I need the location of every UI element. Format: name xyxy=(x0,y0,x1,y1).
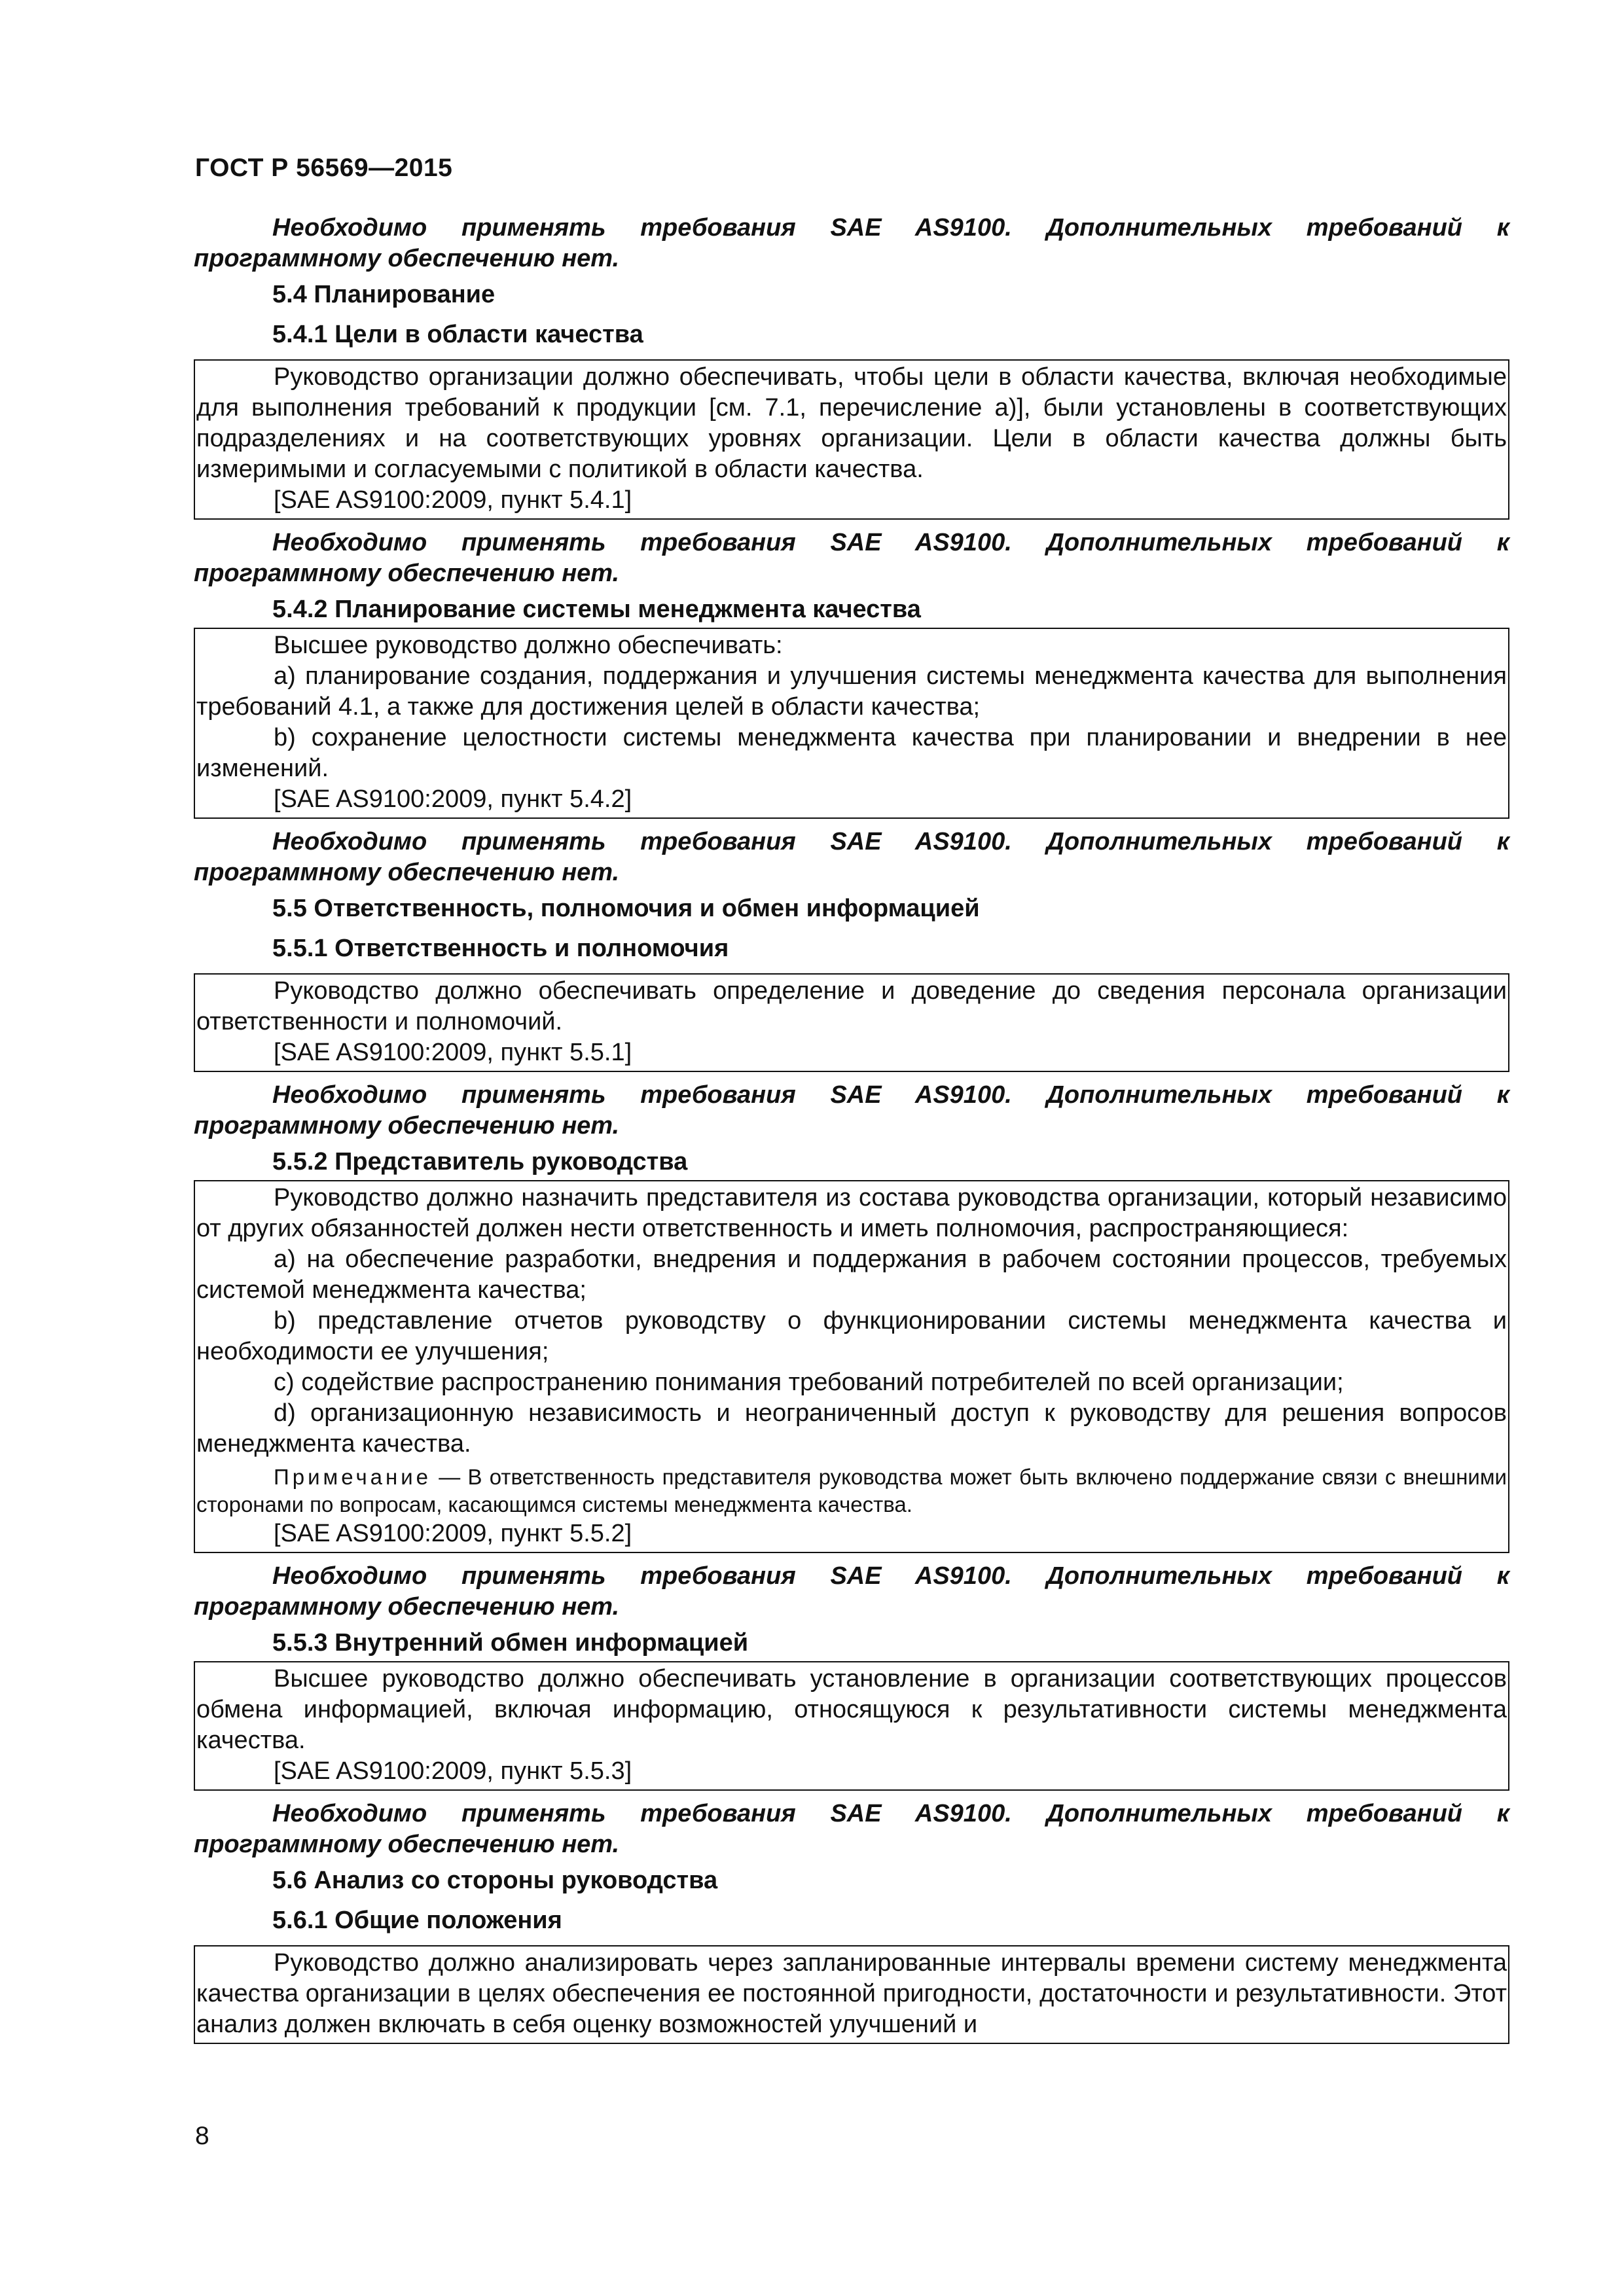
box-list-item: а) на обеспечение разработки, внедрения и поддержания в рабочем состоянии процессов, требуемых системой менеджмента качества; xyxy=(196,1246,1507,1304)
box-paragraph: Руководство должно анализировать через запланированные интервалы времени систему менеджмента качества организации в целях обеспечения ее постоянной пригодности, достаточности и результативности. Этот анализ должен включать в себя оценку возможностей улучшений и xyxy=(196,1949,1507,2038)
requirement-note: Необходимо применять требования SAE AS9100. Дополнительных требований к программному обеспечению нет. xyxy=(194,828,1509,886)
box-reference: [SAE AS9100:2009, пункт 5.5.2] xyxy=(274,1520,632,1547)
requirement-note: Необходимо применять требования SAE AS9100. Дополнительных требований к программному обеспечению нет. xyxy=(194,1800,1509,1858)
section-heading: 5.6 Анализ со стороны руководства xyxy=(272,1867,718,1894)
box-paragraph: Высшее руководство должно обеспечивать установление в организации соответствующих процессов обмена информацией, включая информацию, относящуюся к результативности системы менеджмента качества. xyxy=(196,1665,1507,1754)
section-heading: 5.5.1 Ответственность и полномочия xyxy=(272,935,729,962)
section-heading: 5.4 Планирование xyxy=(272,281,496,308)
box-note xyxy=(196,1463,1507,1518)
requirement-note: Необходимо применять требования SAE AS9100. Дополнительных требований к программному обеспечению нет. xyxy=(194,1562,1509,1621)
box-reference: [SAE AS9100:2009, пункт 5.4.2] xyxy=(274,785,632,813)
requirement-note: Необходимо применять требования SAE AS9100. Дополнительных требований к программному обеспечению нет. xyxy=(194,1081,1509,1139)
box-reference: [SAE AS9100:2009, пункт 5.5.3] xyxy=(274,1757,632,1785)
page-number: 8 xyxy=(195,2122,209,2150)
section-heading: 5.6.1 Общие положения xyxy=(272,1907,562,1934)
quoted-requirement-box xyxy=(194,1180,1509,1553)
section-heading: 5.5 Ответственность, полномочия и обмен информацией xyxy=(272,895,980,922)
box-list-item: d) организационную независимость и неограниченный доступ к руководству для решения вопросов менеджмента качества. xyxy=(196,1399,1507,1458)
document-header: ГОСТ Р 56569—2015 xyxy=(195,154,453,182)
quoted-requirement-box xyxy=(194,359,1509,520)
box-reference: [SAE AS9100:2009, пункт 5.4.1] xyxy=(274,486,632,514)
box-paragraph: Высшее руководство должно обеспечивать: xyxy=(274,632,783,659)
quoted-requirement-box xyxy=(194,1661,1509,1791)
box-paragraph: Руководство организации должно обеспечивать, чтобы цели в области качества, включая необходимые для выполнения требований к продукции [см. 7.1, перечисление а)], были установлены в соответствующих подразделениях и на соответствующих уровнях организации. Цели в области качества должны быть измеримыми и согласуемыми с политикой в области качества. xyxy=(196,363,1507,483)
section-heading: 5.5.2 Представитель руководства xyxy=(272,1148,688,1175)
section-heading: 5.4.2 Планирование системы менеджмента качества xyxy=(272,596,921,623)
note-body: — В ответственность представителя руководства может быть включено поддержание связи с внешними сторонами по вопросам, касающимся системы менеджмента качества. xyxy=(196,1465,1507,1516)
box-reference: [SAE AS9100:2009, пункт 5.5.1] xyxy=(274,1039,632,1066)
section-heading: 5.5.3 Внутренний обмен информацией xyxy=(272,1629,749,1657)
box-list-item: с) содействие распространению понимания требований потребителей по всей организации; xyxy=(274,1369,1344,1396)
box-list-item: b) сохранение целостности системы менеджмента качества при планировании и внедрении в нее изменений. xyxy=(196,724,1507,782)
section-heading: 5.4.1 Цели в области качества xyxy=(272,321,643,348)
box-paragraph: Руководство должно обеспечивать определение и доведение до сведения персонала организации ответственности и полномочий. xyxy=(196,977,1507,1035)
box-list-item: b) представление отчетов руководству о функционировании системы менеджмента качества и необходимости ее улучшения; xyxy=(196,1307,1507,1365)
quoted-requirement-box xyxy=(194,973,1509,1072)
requirement-note: Необходимо применять требования SAE AS9100. Дополнительных требований к программному обеспечению нет. xyxy=(194,529,1509,587)
quoted-requirement-box xyxy=(194,1945,1509,2044)
box-list-item: а) планирование создания, поддержания и улучшения системы менеджмента качества для выполнения требований 4.1, а также для достижения целей в области качества; xyxy=(196,662,1507,721)
box-paragraph: Руководство должно назначить представителя из состава руководства организации, который независимо от других обязанностей должен нести ответственность и иметь полномочия, распространяющиеся: xyxy=(196,1184,1507,1242)
requirement-note: Необходимо применять требования SAE AS9100. Дополнительных требований к программному обеспечению нет. xyxy=(194,214,1509,272)
note-label: Примечание xyxy=(274,1465,432,1489)
quoted-requirement-box xyxy=(194,628,1509,819)
document-body xyxy=(194,213,1509,2052)
